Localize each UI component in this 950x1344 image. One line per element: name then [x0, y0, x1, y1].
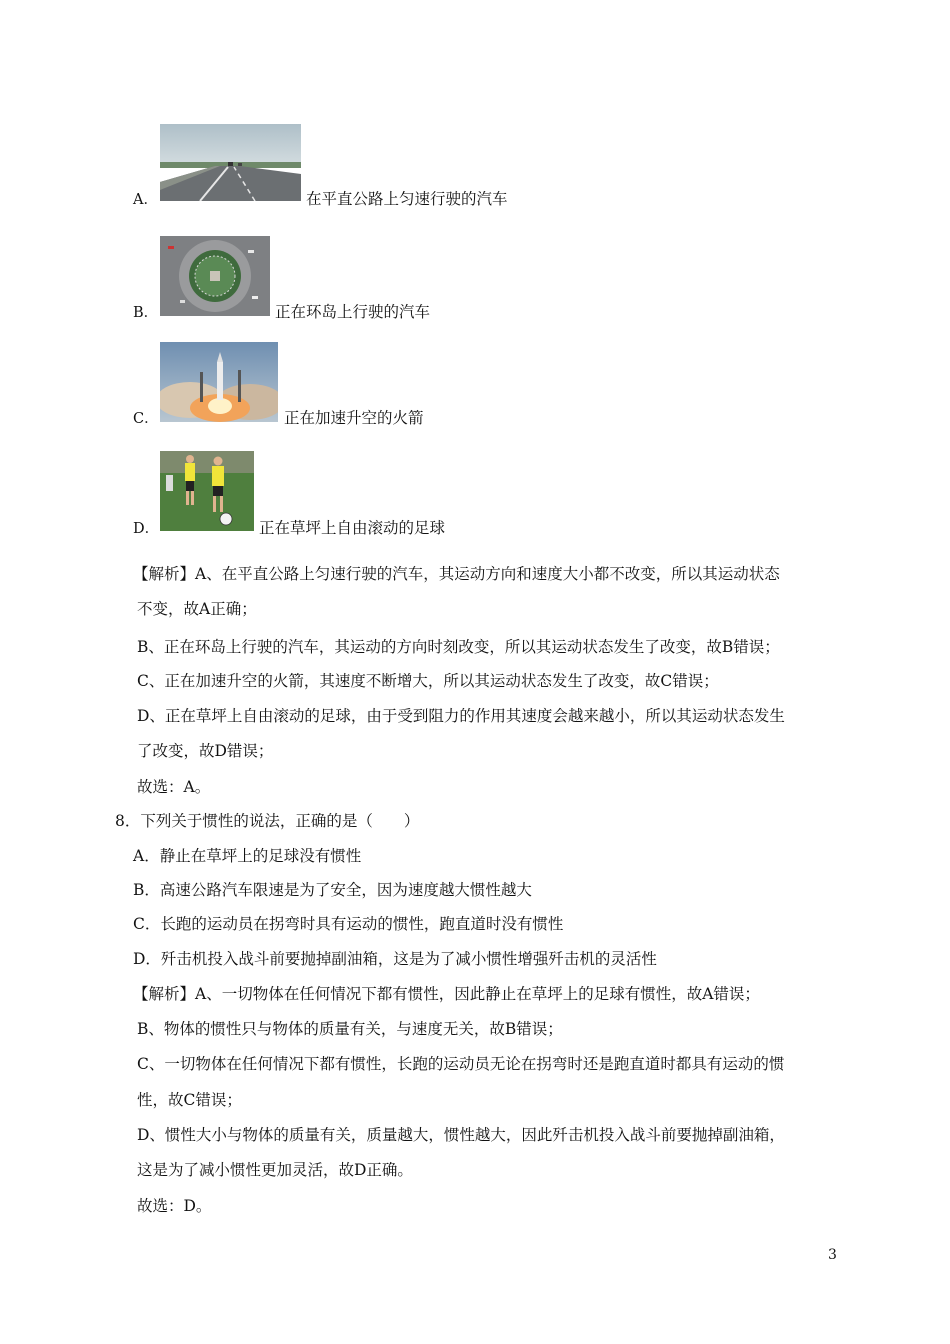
q8-analysis-line-4: 性，故C错误； — [137, 1091, 242, 1109]
option-d-text: 正在草坪上自由滚动的足球 — [259, 519, 446, 537]
q8-analysis-line-2: B、物体的惯性只与物体的质量有关，与速度无关，故B错误； — [137, 1020, 563, 1038]
page-number: 3 — [828, 1247, 837, 1263]
q8-option-c: C．长跑的运动员在拐弯时具有运动的惯性，跑直道时没有惯性 — [133, 915, 564, 933]
q7-analysis-line-2: 不变，故A正确； — [137, 600, 257, 618]
option-d-label: D． — [133, 521, 160, 537]
q8-analysis-line-3: C、一切物体在任何情况下都有惯性，长跑的运动员无论在拐弯时还是跑直道时都具有运动的惯 — [137, 1055, 785, 1073]
option-a-text: 在平直公路上匀速行驶的汽车 — [306, 190, 508, 208]
q8-analysis-line-5: D、惯性大小与物体的质量有关，质量越大，惯性越大，因此歼击机投入战斗前要抛掉副油箱， — [137, 1126, 785, 1144]
q8-answer: 故选：D。 — [137, 1197, 212, 1215]
q7-analysis-line-6: 了改变，故D错误； — [137, 742, 274, 760]
q8-analysis-line-6: 这是为了减小惯性更加灵活，故D正确。 — [137, 1161, 413, 1179]
q7-answer: 故选：A。 — [137, 778, 211, 796]
q8-stem: 8．下列关于惯性的说法，正确的是（ ） — [115, 812, 420, 830]
q7-analysis-line-5: D、正在草坪上自由滚动的足球，由于受到阻力的作用其速度会越来越小，所以其运动状态发生 — [137, 707, 785, 725]
option-b-text: 正在环岛上行驶的汽车 — [275, 303, 431, 321]
option-c-text: 正在加速升空的火箭 — [284, 409, 424, 427]
option-a-label: A． — [133, 192, 158, 208]
q8-option-d: D．歼击机投入战斗前要抛掉副油箱，这是为了减小惯性增强歼击机的灵活性 — [133, 950, 657, 968]
q7-analysis-line-4: C、正在加速升空的火箭，其速度不断增大，所以其运动状态发生了改变，故C错误； — [137, 672, 719, 690]
q8-option-a: A．静止在草坪上的足球没有惯性 — [133, 847, 362, 865]
q8-analysis-line-1: 【解析】A、一切物体在任何情况下都有惯性，因此静止在草坪上的足球有惯性，故A错误； — [133, 985, 760, 1003]
roundabout-photo-icon — [160, 236, 270, 316]
option-c-label: C． — [133, 411, 159, 427]
q8-option-b: B．高速公路汽车限速是为了安全，因为速度越大惯性越大 — [133, 881, 532, 899]
rocket-launch-photo-icon — [160, 342, 278, 422]
q7-analysis-line-1: 【解析】A、在平直公路上匀速行驶的汽车，其运动方向和速度大小都不改变，所以其运动状态 — [133, 565, 780, 583]
soccer-photo-icon — [160, 451, 254, 531]
highway-photo-icon — [160, 124, 301, 201]
q7-analysis-line-3: B、正在环岛上行驶的汽车，其运动的方向时刻改变，所以其运动状态发生了改变，故B错误； — [137, 638, 780, 656]
option-b-label: B． — [133, 305, 159, 321]
